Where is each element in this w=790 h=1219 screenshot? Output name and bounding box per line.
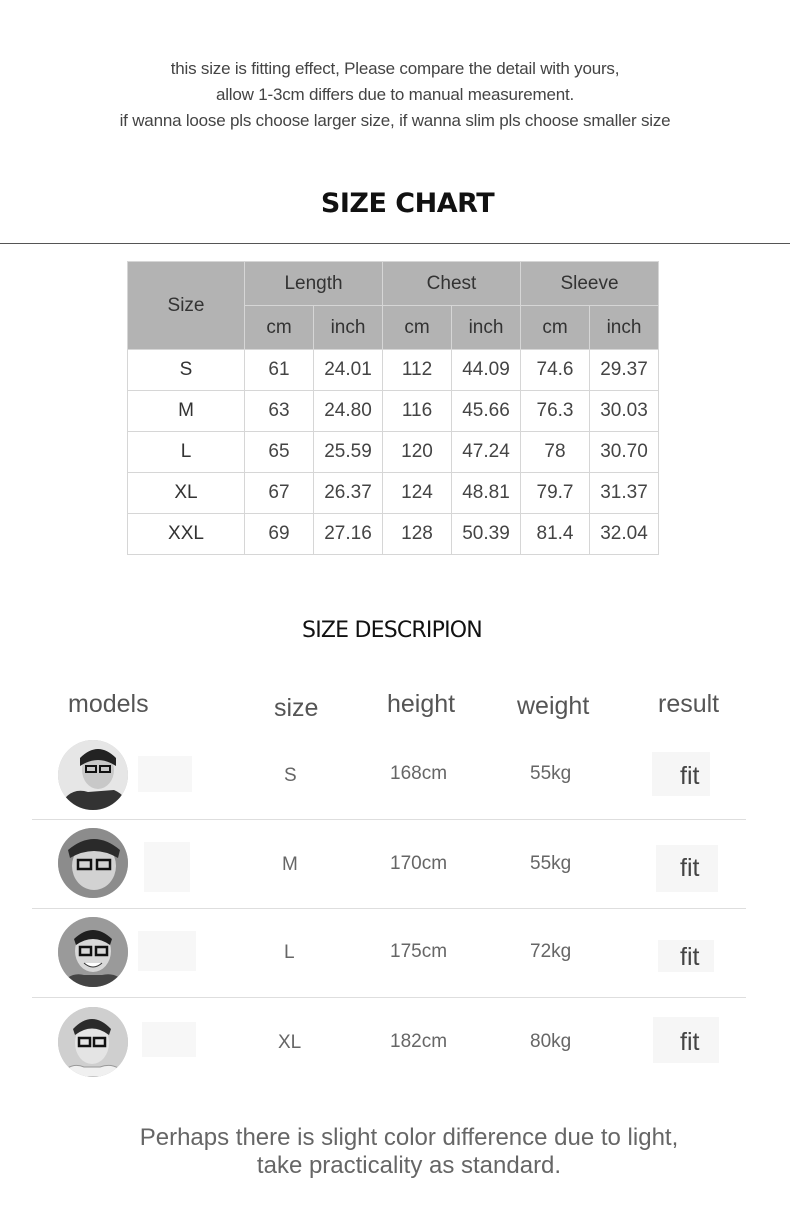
size-description-title: SIZE DESCRIPION: [302, 618, 482, 643]
value-cell: 124: [383, 473, 452, 514]
model-result: fit: [680, 943, 700, 971]
value-cell: 69: [245, 514, 314, 555]
unit-header: inch: [314, 306, 383, 350]
model-weight: 72kg: [530, 941, 572, 962]
value-cell: 67: [245, 473, 314, 514]
value-cell: 116: [383, 391, 452, 432]
model-result: fit: [680, 1028, 700, 1056]
unit-header: inch: [590, 306, 659, 350]
size-cell: XL: [128, 473, 245, 514]
models-header: models: [68, 690, 149, 718]
note-line: this size is fitting effect, Please compare the detail with yours,: [170, 59, 620, 78]
placeholder-box: [142, 1022, 196, 1057]
value-cell: 112: [383, 350, 452, 391]
model-weight: 55kg: [530, 853, 572, 874]
unit-header: cm: [383, 306, 452, 350]
color-disclaimer: [0, 1124, 790, 1180]
placeholder-box: [138, 931, 196, 971]
footer-line: take practicality as standard.: [256, 1152, 562, 1179]
value-cell: 31.37: [590, 473, 659, 514]
size-chart-title: SIZE CHART: [320, 188, 495, 219]
model-height: 182cm: [390, 1031, 448, 1052]
model-size: S: [284, 765, 297, 786]
value-cell: 79.7: [521, 473, 590, 514]
value-cell: 45.66: [452, 391, 521, 432]
value-cell: 30.70: [590, 432, 659, 473]
value-cell: 47.24: [452, 432, 521, 473]
value-cell: 78: [521, 432, 590, 473]
size-chart-table: [127, 261, 659, 555]
length-header: Length: [245, 262, 383, 306]
table-row: [128, 391, 659, 432]
value-cell: 61: [245, 350, 314, 391]
model-row: [32, 998, 746, 1086]
model-result: fit: [680, 762, 700, 790]
model-size: L: [284, 942, 295, 963]
unit-header: cm: [521, 306, 590, 350]
weight-column-header: weight: [517, 692, 590, 720]
model-row: [32, 731, 746, 820]
value-cell: 24.80: [314, 391, 383, 432]
model-height: 170cm: [390, 853, 448, 874]
value-cell: 81.4: [521, 514, 590, 555]
value-cell: 25.59: [314, 432, 383, 473]
model-photo-icon: [58, 917, 128, 987]
result-column-header: result: [658, 690, 720, 718]
value-cell: 32.04: [590, 514, 659, 555]
table-row: [128, 473, 659, 514]
value-cell: 44.09: [452, 350, 521, 391]
unit-header: inch: [452, 306, 521, 350]
size-cell: S: [128, 350, 245, 391]
size-cell: L: [128, 432, 245, 473]
value-cell: 30.03: [590, 391, 659, 432]
note-line: allow 1-3cm differs due to manual measurement.: [215, 85, 575, 104]
value-cell: 50.39: [452, 514, 521, 555]
note-line: if wanna loose pls choose larger size, if wanna slim pls choose smaller size: [119, 111, 671, 130]
value-cell: 65: [245, 432, 314, 473]
model-height: 175cm: [390, 941, 448, 962]
height-column-header: height: [387, 690, 456, 718]
model-photo-icon: [58, 1007, 128, 1077]
table-row: [128, 350, 659, 391]
model-size: XL: [278, 1032, 302, 1053]
fitting-note: [0, 56, 790, 134]
value-cell: 128: [383, 514, 452, 555]
sleeve-header: Sleeve: [521, 262, 659, 306]
value-cell: 74.6: [521, 350, 590, 391]
value-cell: 120: [383, 432, 452, 473]
model-photo-icon: [58, 828, 128, 898]
value-cell: 24.01: [314, 350, 383, 391]
placeholder-box: [138, 756, 192, 792]
value-cell: 63: [245, 391, 314, 432]
unit-header: cm: [245, 306, 314, 350]
value-cell: 26.37: [314, 473, 383, 514]
placeholder-box: [144, 842, 190, 892]
model-height: 168cm: [390, 763, 448, 784]
size-column-header: size: [274, 694, 319, 722]
value-cell: 29.37: [590, 350, 659, 391]
model-row: [32, 820, 746, 909]
model-weight: 55kg: [530, 763, 572, 784]
model-weight: 80kg: [530, 1031, 572, 1052]
value-cell: 76.3: [521, 391, 590, 432]
model-size: M: [282, 854, 298, 875]
value-cell: 27.16: [314, 514, 383, 555]
value-cell: 48.81: [452, 473, 521, 514]
table-row: [128, 514, 659, 555]
table-row: [128, 432, 659, 473]
size-cell: XXL: [128, 514, 245, 555]
size-cell: M: [128, 391, 245, 432]
model-result: fit: [680, 854, 700, 882]
model-row: [32, 909, 746, 998]
model-photo-icon: [58, 740, 128, 810]
size-header: Size: [128, 262, 245, 350]
chest-header: Chest: [383, 262, 521, 306]
divider: [0, 243, 790, 244]
footer-line: Perhaps there is slight color difference due to light,: [139, 1124, 679, 1151]
